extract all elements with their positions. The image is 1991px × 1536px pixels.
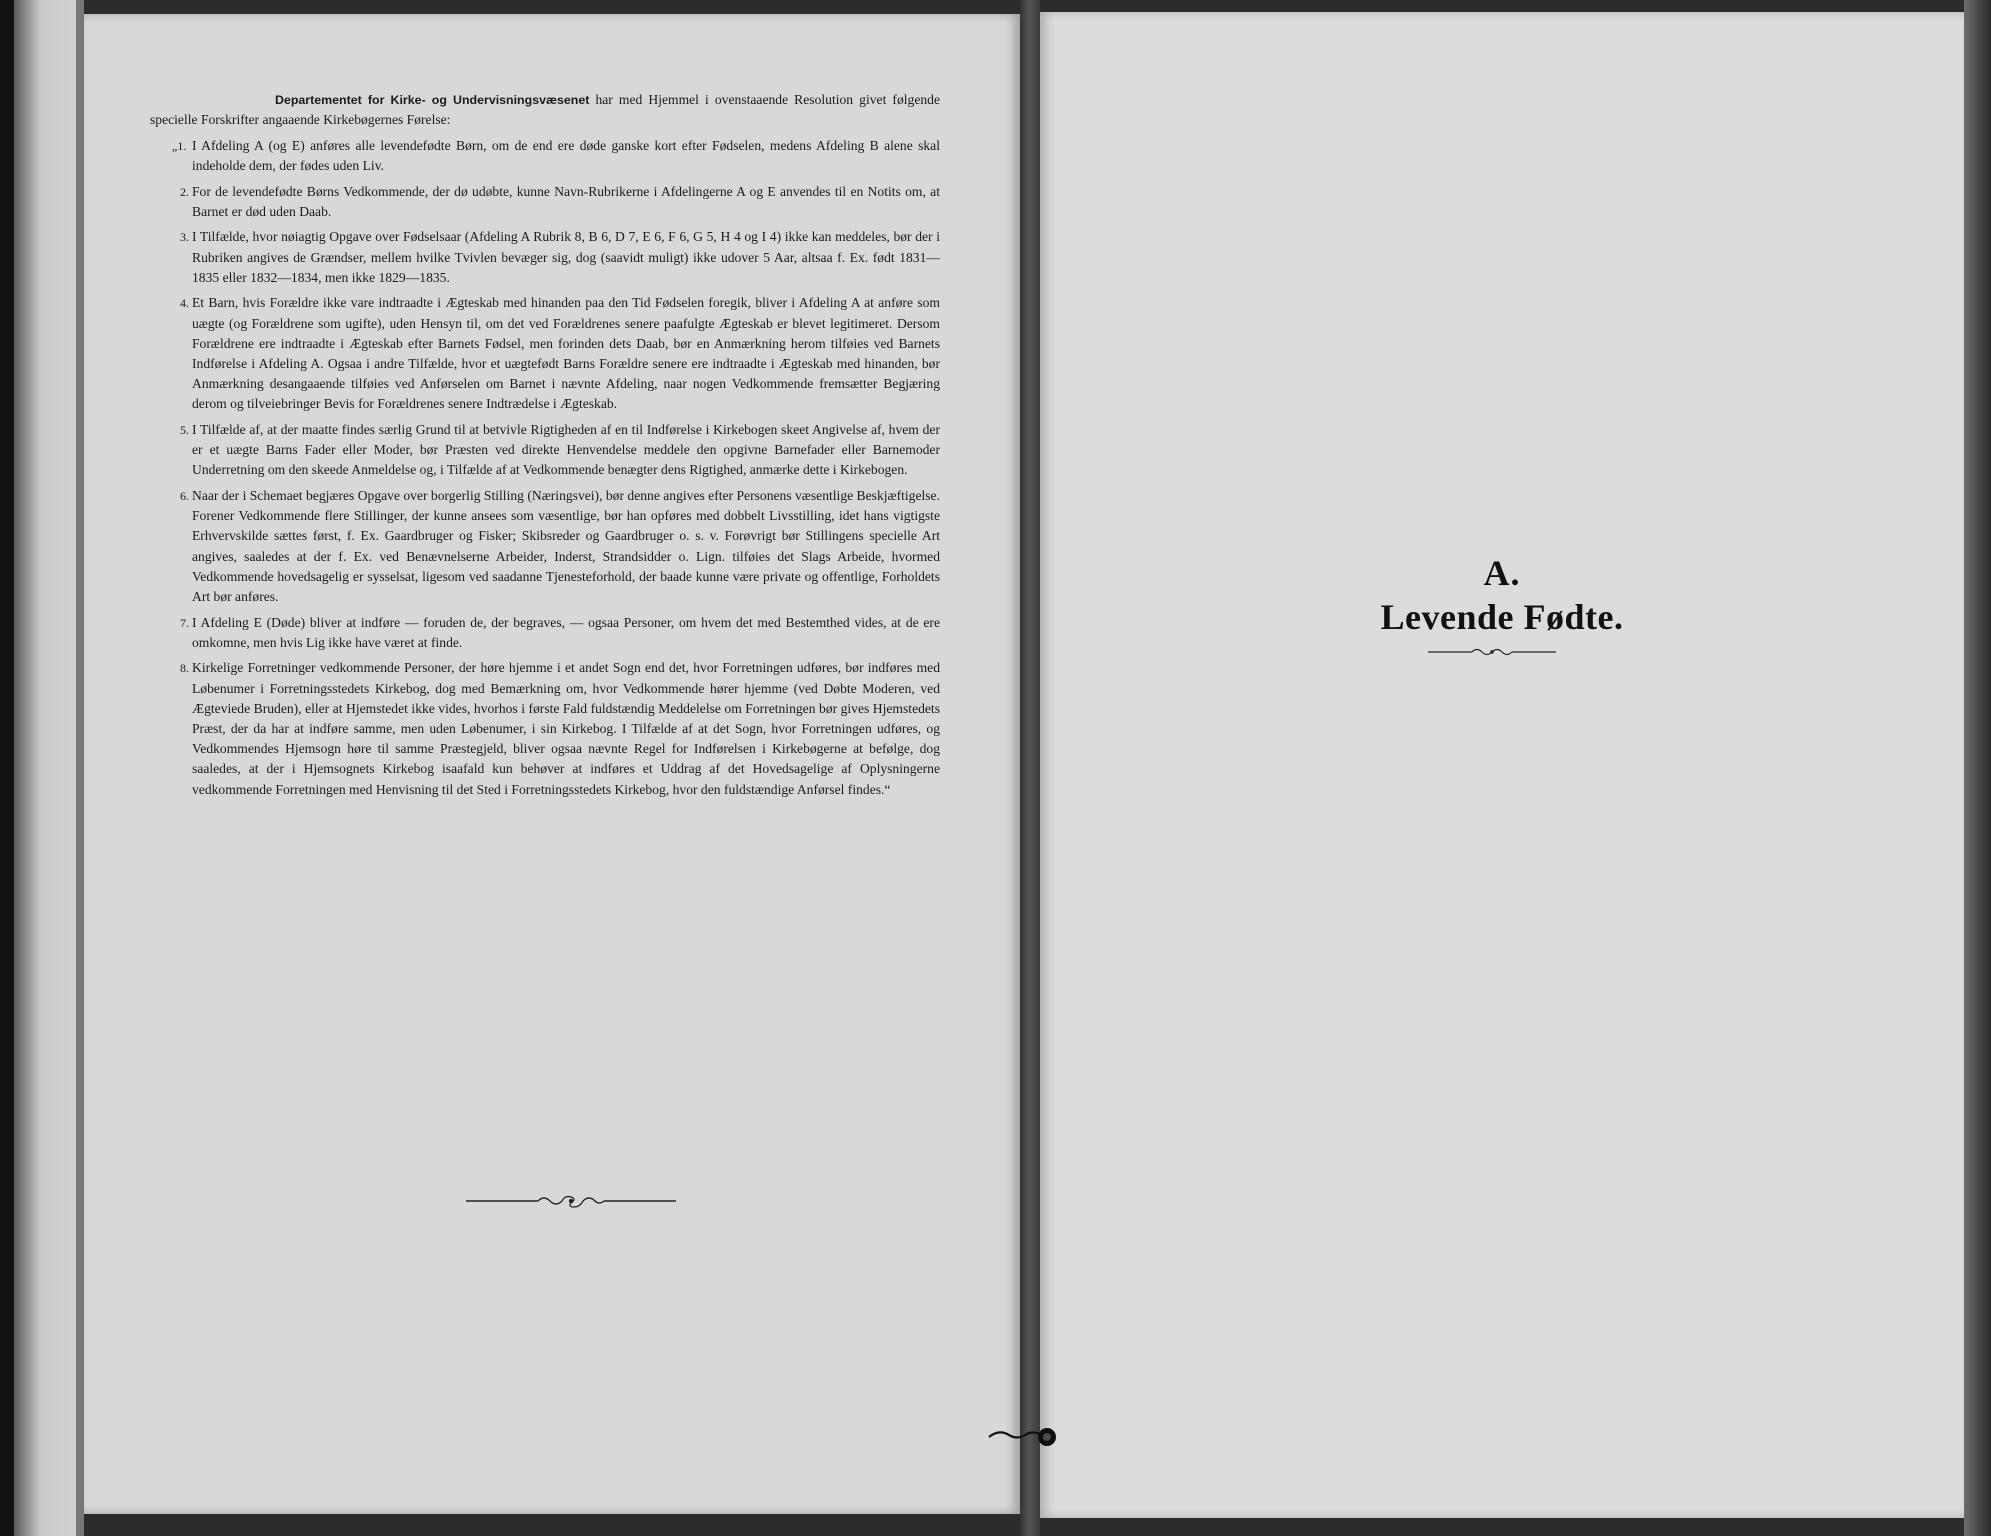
- item-number: 2.: [180, 184, 189, 199]
- item-text: Et Barn, hvis Forældre ikke vare indtraadte i Ægteskab med hinanden paa den Tid Fødselen foregik, bliver i Afdeling A at anføre som uægte (og Forældrene som ugifte), uden Hensyn til, om det ved Forældrenes senere paafulgte Ægteskab er blevet legitimeret. Dersom Forældrene ere indtraadte i Ægteskab efter Barnets Fødsel, men forinden dets Daab, bør en Anmærkning herom tilføies ved Barnets Indførelse i Afdeling A. Ogsaa i andre Tilfælde, hvor et uægtefødt Barns Forældre senere ere indtraadte i Ægteskab med hinanden, bør Anmærkning desangaaende tilføies ved Anførselen om Barnet i nævnte Afdeling, naar nogen Vedkommende fremsætter Begjæring derom og tilveiebringer Bevis for Forældrenes senere Indtrædelse i Ægteskab.: [192, 295, 940, 412]
- item-text: I Tilfælde af, at der maatte findes særlig Grund til at betvivle Rigtigheden af en til Indførelse i Kirkebogen skeet Angivelse af, hvem der er et uægte Barns Fader eller Moder, bør Præsten ved direkte Henvendelse meddele den opgivne Barnefader eller Barnemoder Underretning om den skeede Anmeldelse og, i Tilfælde af at Vedkommende benægter dens Rigtighed, anmærke dette i Kirkebogen.: [192, 422, 940, 478]
- instructions-text: [150, 90, 940, 800]
- binding-edge: [0, 0, 14, 1536]
- right-edge: [1964, 0, 1991, 1536]
- item-number: 3.: [180, 230, 189, 245]
- closing-ornament: [466, 1192, 676, 1210]
- instruction-item-6: [150, 486, 940, 607]
- item-text: Naar der i Schemaet begjæres Opgave over borgerlig Stilling (Næringsvei), bør denne angives efter Personens væsentlige Beskjæftigelse. Forener Vedkommende flere Stillinger, der kunne ansees som væsentlige, bør han opføres med dobbelt Livsstilling, idet hans vigtigste Erhvervskilde sættes først, f. Ex. Gaardbruger og Fisker; Skibsreder og Gaardbruger o. s. v. Forøvrigt bør Stillingens specielle Art angives, saaledes at der f. Ex. ved Benævnelserne Arbeider, Inderst, Strandsidder o. Lign. tilføies det Slags Arbeide, hvormed Vedkommende hovedsagelig er sysselsat, ligesom ved saadanne Tjenesteforhold, der baade kunne være private og offentlige, Forholdets Art bør anføres.: [192, 488, 940, 605]
- instruction-item-7: [150, 613, 940, 653]
- item-text: I Afdeling A (og E) anføres alle levendefødte Børn, om de end ere døde ganske kort efter Fødselen, medens Afdeling B alene skal indeholde dem, der fødes uden Liv.: [192, 137, 940, 173]
- binding-clasp-mark: [985, 1424, 1059, 1450]
- instruction-item-2: [150, 182, 940, 222]
- section-title: Levende Fødte.: [1380, 597, 1624, 637]
- section-letter: A.: [1483, 553, 1521, 593]
- item-number: 7.: [180, 615, 189, 630]
- instruction-item-1: [150, 136, 940, 176]
- item-text: I Afdeling E (Døde) bliver at indføre — foruden de, der begraves, — ogsaa Personer, om hvem det med Bestemthed vides, at de ere omkomne, men hvis Lig ikke have været at finde.: [192, 614, 940, 650]
- item-text: Kirkelige Forretninger vedkommende Personer, der høre hjemme i et andet Sogn end det, hvor Forretningen udføres, bør indføres med Løbenumer i Forretningsstedets Kirkebog, dog med Bemærkning om, hvor Vedkommende hører hjemme (ved Døbte Moderen, ved Ægteviede Bruden), eller at Hjemstedet ikke vides, hvorhos i første Fald fuldstændig Meddelelse om Forretningen bør gives Hjemstedets Præst, der da har at indføre samme, men uden Løbenumer, i sin Kirkebog. I Tilfælde af at det Sogn, hvor Forretningen udføres, og Vedkommendes Hjemsogn høre til samme Præstegjeld, bliver ogsaa nævnte Regel for Indførelsen i Kirkebøgerne at befølge, dog saaledes, at der i Hjemsognets Kirkebog isaafald kun behøver at indføres et Uddrag af det Hovedsagelige af Oplysningerne vedkommende Forretningen med Henvisning til det Sted i Forretningsstedets Kirkebog, hvor den fuldstændige Anførsel findes.“: [192, 660, 940, 797]
- right-page: [1040, 12, 1964, 1518]
- instruction-item-8: [150, 658, 940, 799]
- instruction-item-5: [150, 420, 940, 481]
- instruction-item-3: [150, 227, 940, 288]
- intro-paragraph: [150, 90, 940, 130]
- department-name: Departementet for Kirke- og Undervisningsvæsenet: [275, 93, 590, 107]
- item-number: „1.: [172, 138, 187, 153]
- item-number: 4.: [180, 296, 189, 311]
- item-number: 6.: [180, 489, 189, 503]
- page-edge-shadow: [76, 0, 84, 1536]
- intro-text: har med Hjemmel i ovenstaaende Resolution givet følgende specielle Forskrifter angaaende Kirkebøgernes Førelse:: [150, 92, 940, 128]
- item-text: For de levendefødte Børns Vedkommende, der dø udøbte, kunne Navn-Rubrikerne i Afdelingerne A og E anvendes til en Notits om, at Barnet er død uden Daab.: [192, 183, 940, 219]
- item-number: 5.: [180, 423, 189, 437]
- instruction-item-4: [150, 293, 940, 414]
- item-text: I Tilfælde, hvor nøiagtig Opgave over Fødselsaar (Afdeling A Rubrik 8, B 6, D 7, E 6, F 6, G 5, H 4 og I 4) ikke kan meddeles, bør der i Rubriken angives de Grændser, mellem hvilke Tvivlen bevæger sig, dog (saavidt muligt) ikke udover 5 Aar, altsaa f. Ex. født 1831—1835 eller 1832—1834, men ikke 1829—1835.: [192, 229, 940, 285]
- heading-ornament: [1428, 646, 1556, 658]
- item-number: 8.: [180, 661, 189, 676]
- previous-pages-edge: [14, 0, 80, 1536]
- book-gutter: [1020, 0, 1040, 1536]
